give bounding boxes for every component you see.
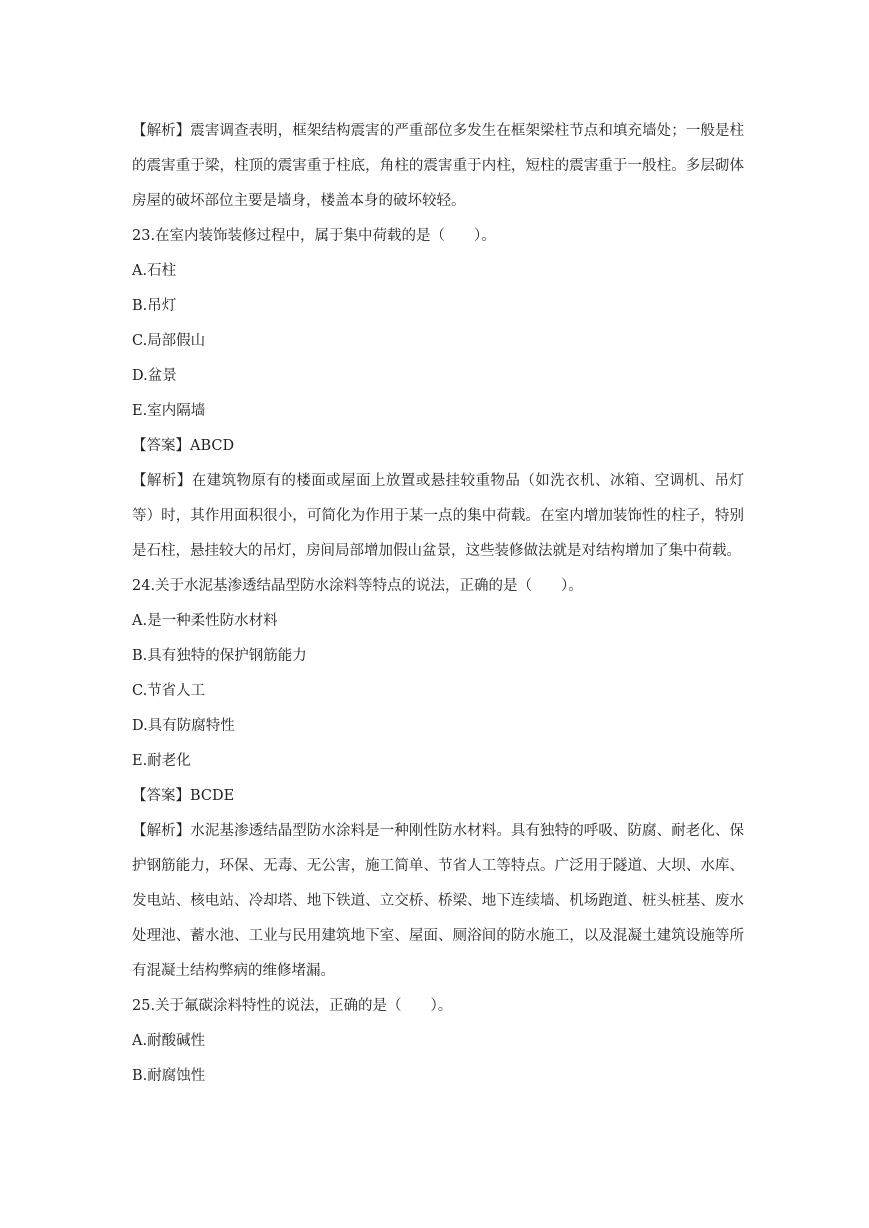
q25-option-a: A.耐酸碱性 [132, 1033, 206, 1049]
q22-explanation: 【解析】震害调查表明，框架结构震害的严重部位多发生在框架梁柱节点和填充墙处；一般是柱的震害重于梁，柱顶的震害重于柱底，角柱的震害重于内柱，短柱的震害重于一般柱。多层砌体房屋的破坏部位主要是墙身，楼盖本身的破坏较轻。 [132, 123, 744, 209]
q24-option-c: C.节省人工 [132, 683, 206, 699]
q23-option-a: A.石柱 [132, 263, 177, 279]
q23-option-d: D.盆景 [132, 368, 177, 384]
q24-option-a: A.是一种柔性防水材料 [132, 613, 278, 629]
q25-option-b: B.耐腐蚀性 [132, 1068, 206, 1084]
q23-option-b: B.吊灯 [132, 298, 177, 314]
q25-question: 25.关于氟碳涂料特性的说法，正确的是（ ）。 [132, 998, 453, 1014]
q23-option-c: C.局部假山 [132, 333, 206, 349]
q23-explanation: 【解析】在建筑物原有的楼面或屋面上放置或悬挂较重物品（如洗衣机、冰箱、空调机、吊灯等）时，其作用面积很小，可简化为作用于某一点的集中荷载。在室内增加装饰性的柱子，特别是石柱，悬挂较大的吊灯，房间局部增加假山盆景，这些装修做法就是对结构增加了集中荷载。 [132, 473, 744, 559]
q24-option-d: D.具有防腐特性 [132, 718, 235, 734]
q23-option-e: E.室内隔墙 [132, 403, 206, 419]
q24-option-b: B.具有独特的保护钢筋能力 [132, 648, 307, 664]
q24-question: 24.关于水泥基渗透结晶型防水涂料等特点的说法，正确的是（ ）。 [132, 578, 583, 594]
q23-answer: 【答案】ABCD [132, 438, 235, 454]
question-25 [132, 989, 744, 1094]
q24-option-e: E.耐老化 [132, 753, 191, 769]
question-24 [132, 569, 744, 989]
question-23 [132, 219, 744, 569]
document-body [132, 114, 744, 1094]
q24-explanation: 【解析】水泥基渗透结晶型防水涂料是一种刚性防水材料。具有独特的呼吸、防腐、耐老化、保护钢筋能力，环保、无毒、无公害，施工简单、节省人工等特点。广泛用于隧道、大坝、水库、发电站、核电站、冷却塔、地下铁道、立交桥、桥梁、地下连续墙、机场跑道、桩头桩基、废水处理池、蓄水池、工业与民用建筑地下室、屋面、厕浴间的防水施工，以及混凝土建筑设施等所有混凝土结构弊病的维修堵漏。 [132, 823, 744, 979]
q23-question: 23.在室内装饰装修过程中，属于集中荷载的是（ ）。 [132, 228, 496, 244]
q24-answer: 【答案】BCDE [132, 788, 235, 804]
